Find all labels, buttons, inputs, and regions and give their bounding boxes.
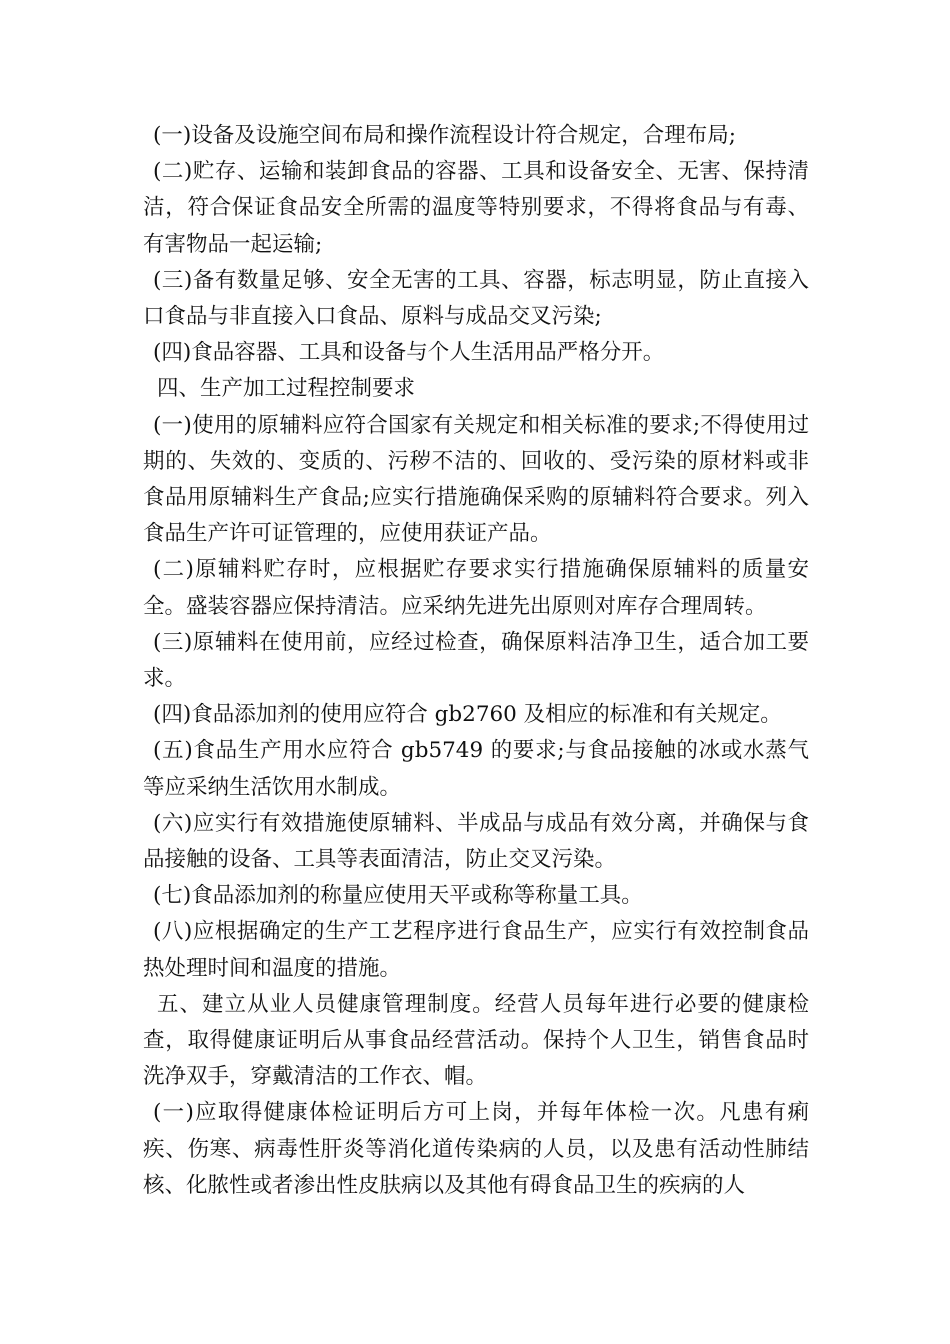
paragraph-cross-contamination: (六)应实行有效措施使原辅料、半成品与成品有效分离，并确保与食品接触的设备、工具等表面清洁，防止交叉污染。 [143,810,809,873]
section-heading-production-control: 四、生产加工过程控制要求 [157,376,416,402]
document-page [143,118,809,1204]
paragraph-process-control: (八)应根据确定的生产工艺程序进行食品生产，应实行有效控制食品热处理时间和温度的措施。 [143,919,809,981]
section-heading-staff-health: 五、建立从业人员健康管理制度。经营人员每年进行必要的健康检查，取得健康证明后从事食品经营活动。保持个人卫生，销售食品时洗净双手，穿戴清洁的工作衣、帽。 [143,991,809,1090]
paragraph-production-water: (五)食品生产用水应符合 gb5749 的要求;与食品接触的冰或水蒸气等应采纳生活饮用水制成。 [143,738,809,800]
paragraph-raw-materials-inspection: (三)原辅料在使用前，应经过检查，确保原料洁净卫生，适合加工要求。 [143,629,809,692]
paragraph-separation-personal-items: (四)食品容器、工具和设备与个人生活用品严格分开。 [153,340,665,366]
paragraph-raw-materials-use: (一)使用的原辅料应符合国家有关规定和相关标准的要求;不得使用过期的、失效的、变质的、污秽不洁的、回收的、受污染的原材料或非食品用原辅料生产食品;应实行措施确保采购的原辅料符合要求。列入食品生产许可证管理的，应使用获证产品。 [143,412,809,547]
paragraph-food-additives: (四)食品添加剂的使用应符合 gb2760 及相应的标准和有关规定。 [153,702,782,728]
paragraph-health-certificate: (一)应取得健康体检证明后方可上岗，并每年体检一次。凡患有痢疾、伤寒、病毒性肝炎等消化道传染病的人员，以及患有活动性肺结核、化脓性或者渗出性皮肤病以及其他有碍食品卫生的疾病的人 [143,1100,809,1198]
paragraph-additive-weighing: (七)食品添加剂的称量应使用天平或称等称量工具。 [153,883,643,909]
paragraph-storage-transport: (二)贮存、运输和装卸食品的容器、工具和设备安全、无害、保持清洁，符合保证食品安全所需的温度等特别要求，不得将食品与有毒、有害物品一起运输; [143,159,809,257]
paragraph-tools-containers: (三)备有数量足够、安全无害的工具、容器，标志明显，防止直接入口食品与非直接入口食品、原料与成品交叉污染; [143,267,809,330]
paragraph-equipment-layout: (一)设备及设施空间布局和操作流程设计符合规定，合理布局; [153,123,737,148]
paragraph-raw-materials-storage: (二)原辅料贮存时，应根据贮存要求实行措施确保原辅料的质量安全。盛装容器应保持清洁。应采纳先进先出原则对库存合理周转。 [143,557,809,619]
